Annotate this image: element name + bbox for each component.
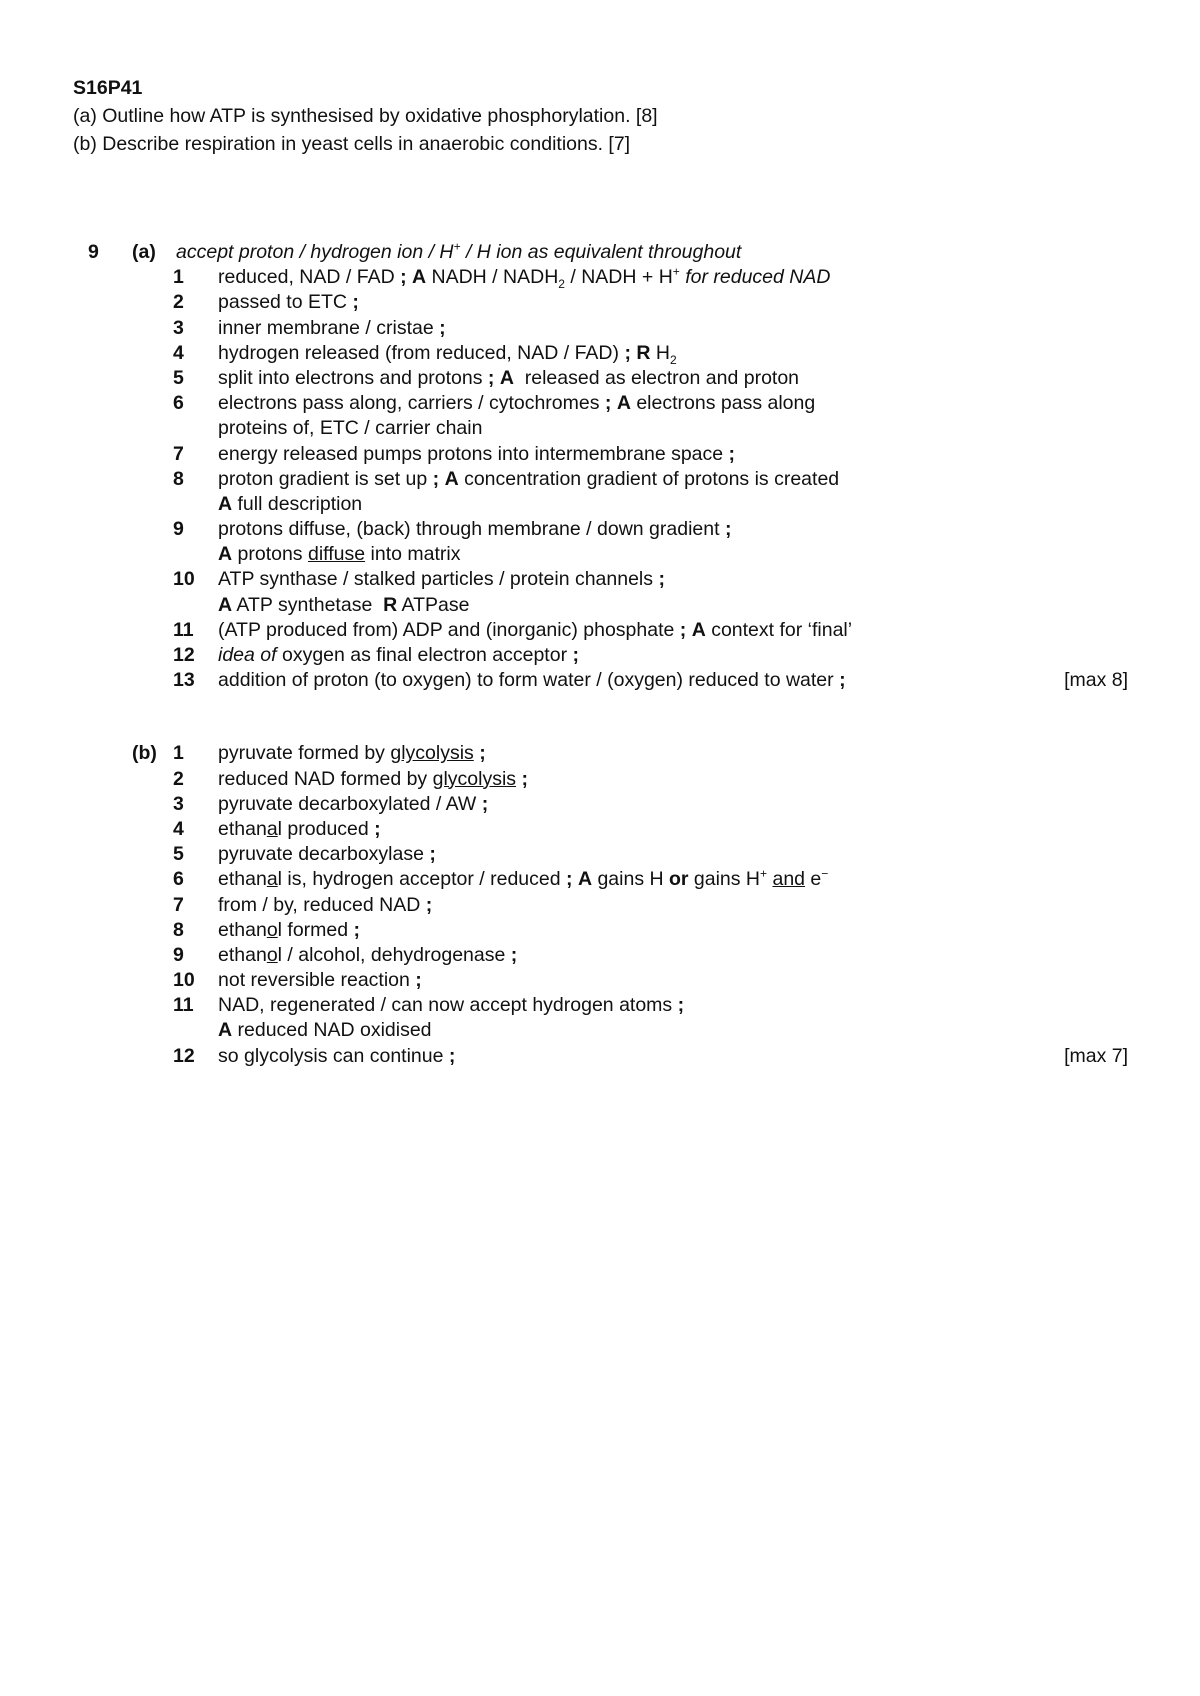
point-text: hydrogen released (from reduced, NAD / FAD) ; R $H_2$: [218, 341, 677, 367]
point-number: 5: [173, 366, 184, 389]
point-text: A reduced NAD oxidised: [218, 1019, 432, 1042]
point-text: not reversible reaction ;: [218, 969, 422, 992]
part-b-max-marks: [max 7]: [1064, 1044, 1128, 1067]
point-number: 9: [173, 943, 184, 966]
point-text: from / by, reduced NAD ;: [218, 893, 433, 916]
point-number: 13: [173, 669, 195, 692]
point-text: ethanal produced ;: [218, 817, 381, 840]
question-a-text: (a) Outline how ATP is synthesised by oxidative phosphorylation. [8]: [73, 105, 658, 127]
point-text: split into electrons and protons ; A released as electron and proton: [218, 366, 800, 389]
mark-point-row: [88, 643, 1128, 668]
point-number: 3: [173, 316, 184, 339]
question-number: 9: [88, 241, 99, 263]
point-text: pyruvate decarboxylated / AW ;: [218, 792, 489, 815]
part-a-label: (a): [132, 241, 156, 263]
point-number: 7: [173, 893, 184, 916]
part-a-guidance: accept proton / hydrogen ion / H+ / H ion as equivalent throughout: [176, 239, 742, 263]
part-b-points: [88, 741, 1128, 1068]
point-text: reduced, NAD / FAD ; A NADH / $NADH_2$ / NADH + H+ for reduced NAD: [218, 264, 831, 292]
mark-point-row: [88, 542, 1128, 567]
section-gap: [88, 693, 1128, 741]
mark-point-row: [88, 943, 1128, 968]
point-number: 6: [173, 392, 184, 415]
question-b-text: (b) Describe respiration in yeast cells in anaerobic conditions. [7]: [73, 133, 631, 155]
mark-point-row: [88, 867, 1128, 892]
mark-point-row: [88, 265, 1128, 290]
point-number: 10: [173, 568, 195, 591]
mark-point-row: [88, 442, 1128, 467]
mark-point-row: [88, 817, 1128, 842]
point-number: 12: [173, 1044, 195, 1067]
mark-point-row: [88, 993, 1128, 1018]
point-number: 2: [173, 767, 184, 790]
point-text: reduced NAD formed by glycolysis ;: [218, 767, 528, 790]
mark-scheme: [88, 240, 1128, 1069]
point-number: 8: [173, 467, 184, 490]
part-b-label: (b): [132, 742, 157, 765]
mark-point-row: [88, 391, 1128, 416]
point-number: 4: [173, 341, 184, 364]
paper-code: S16P41: [73, 77, 143, 99]
part-a-points: [88, 265, 1128, 693]
point-text: A protons diffuse into matrix: [218, 543, 461, 566]
point-text: NAD, regenerated / can now accept hydrogen atoms ;: [218, 994, 685, 1017]
question-header: [73, 74, 658, 158]
mark-point-row: [88, 1018, 1128, 1043]
point-text: passed to ETC ;: [218, 291, 359, 314]
mark-point-row: [88, 593, 1128, 618]
point-text: proton gradient is set up ; A concentration gradient of protons is created: [218, 467, 840, 490]
mark-point-row: [88, 1044, 1128, 1069]
point-text: inner membrane / cristae ;: [218, 316, 446, 339]
point-text: ethanol / alcohol, dehydrogenase ;: [218, 943, 518, 966]
mark-point-row: [88, 290, 1128, 315]
mark-point-row: [88, 517, 1128, 542]
point-text: idea of oxygen as final electron acceptor ;: [218, 644, 579, 666]
point-text: ATP synthase / stalked particles / protein channels ;: [218, 568, 665, 591]
mark-point-row: [88, 918, 1128, 943]
point-text: A ATP synthetase R ATPase: [218, 593, 470, 616]
mark-point-row: [88, 767, 1128, 792]
point-text: protons diffuse, (back) through membrane / down gradient ;: [218, 518, 732, 541]
point-number: 1: [173, 742, 184, 765]
mark-point-row: [88, 893, 1128, 918]
point-text: ethanol formed ;: [218, 918, 361, 941]
point-number: 11: [173, 994, 194, 1017]
mark-point-row: [88, 567, 1128, 592]
mark-point-row: [88, 968, 1128, 993]
mark-point-row: [88, 492, 1128, 517]
mark-point-row: [88, 316, 1128, 341]
point-number: 4: [173, 817, 184, 840]
point-text: so glycolysis can continue ;: [218, 1044, 456, 1067]
point-number: 10: [173, 969, 195, 992]
point-number: 2: [173, 291, 184, 314]
mark-point-row: [88, 416, 1128, 441]
point-number: 6: [173, 868, 184, 891]
mark-point-row: [88, 668, 1128, 693]
point-text: electrons pass along, carriers / cytochromes ; A electrons pass along: [218, 392, 816, 415]
mark-point-row: [88, 842, 1128, 867]
point-text: (ATP produced from) ADP and (inorganic) phosphate ; A context for ‘final’: [218, 618, 853, 641]
mark-point-row: [88, 618, 1128, 643]
part-a-max-marks: [max 8]: [1064, 669, 1128, 692]
point-number: 9: [173, 518, 184, 541]
point-number: 8: [173, 918, 184, 941]
point-number: 12: [173, 644, 195, 666]
point-number: 3: [173, 792, 184, 815]
part-a-guidance-row: [88, 240, 1128, 265]
point-text: A full description: [218, 492, 363, 515]
point-number: 11: [173, 618, 194, 641]
mark-point-row: [88, 792, 1128, 817]
point-number: 7: [173, 442, 184, 465]
point-number: 1: [173, 266, 184, 289]
point-text: energy released pumps protons into intermembrane space ;: [218, 442, 736, 465]
point-text: proteins of, ETC / carrier chain: [218, 417, 483, 440]
mark-point-row: [88, 467, 1128, 492]
point-number: 5: [173, 843, 184, 866]
mark-point-row: [88, 741, 1128, 766]
mark-point-row: [88, 366, 1128, 391]
point-text: ethanal is, hydrogen acceptor / reduced ; A gains H or gains H+ and e−: [218, 866, 829, 891]
mark-point-row: [88, 341, 1128, 366]
point-text: pyruvate decarboxylase ;: [218, 843, 436, 866]
point-text: addition of proton (to oxygen) to form water / (oxygen) reduced to water ;: [218, 669, 846, 692]
point-text: pyruvate formed by glycolysis ;: [218, 742, 486, 765]
